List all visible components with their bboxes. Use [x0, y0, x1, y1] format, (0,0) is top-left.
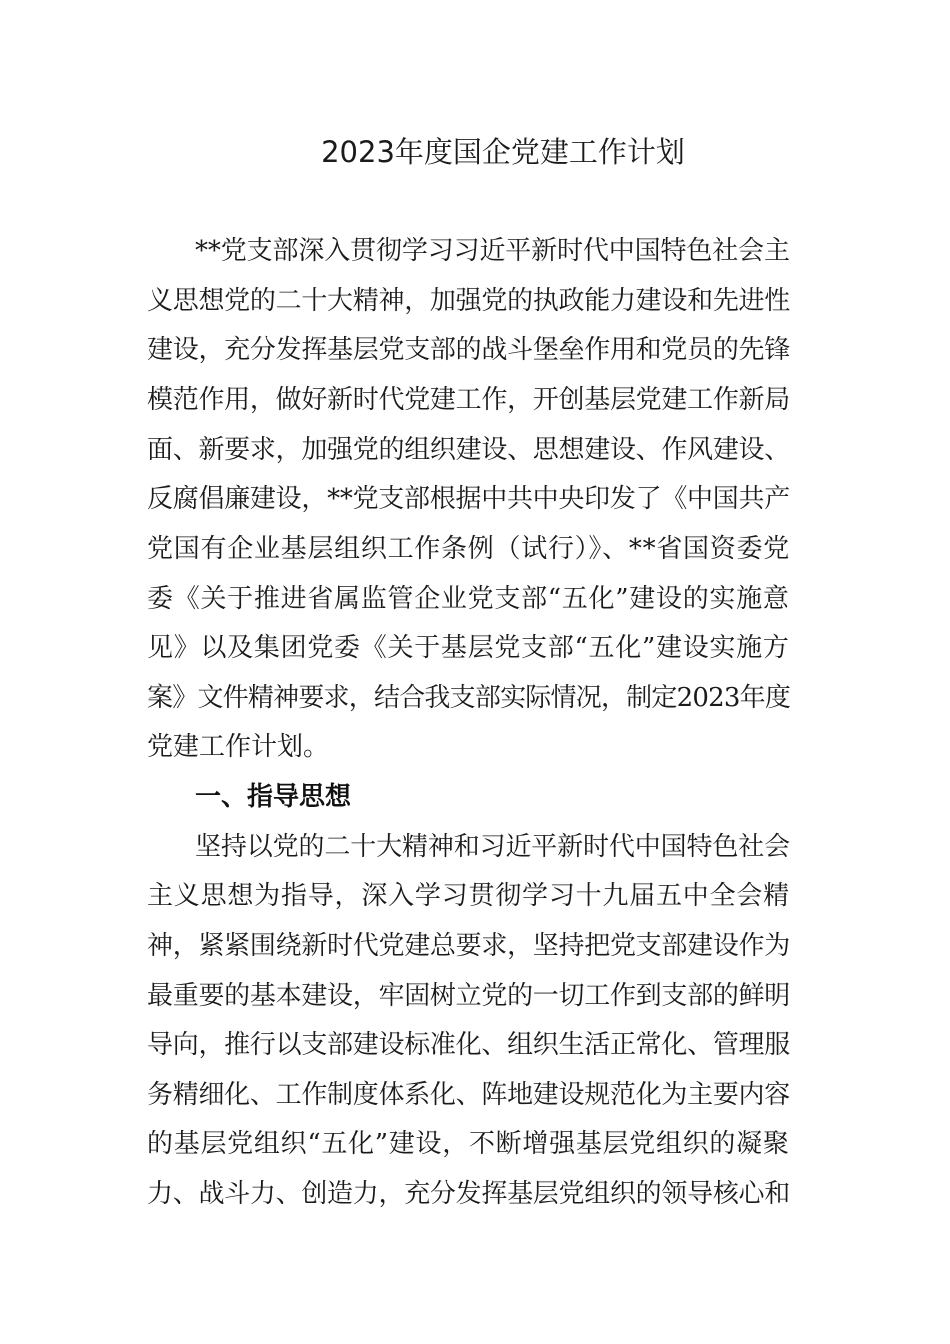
- paragraph-line: 的基层党组织“五化”建设，不断增强基层党组织的凝聚: [147, 1129, 790, 1159]
- paragraph-line: 案》文件精神要求，结合我支部实际情况，制定2023年度: [147, 683, 791, 713]
- paragraph-line: 神，紧紧围绕新时代党建总要求，坚持把党支部建设作为: [147, 931, 791, 961]
- paragraph-line: 党建工作计划。: [147, 732, 330, 762]
- paragraph-line: 面、新要求，加强党的组织建设、思想建设、作风建设、: [147, 435, 791, 465]
- paragraph-line: 反腐倡廉建设，**党支部根据中共中央印发了《中国共产: [147, 484, 790, 514]
- paragraph-line: 党国有企业基层组织工作条例（试行）》、**省国资委党: [147, 534, 790, 564]
- paragraph-line: 力、战斗力、创造力，充分发挥基层党组织的领导核心和: [147, 1179, 791, 1209]
- paragraph-line: 见》以及集团党委《关于基层党支部“五化”建设实施方: [147, 633, 790, 663]
- paragraph-line: 主义思想为指导，深入学习贯彻学习十九届五中全会精: [147, 881, 790, 911]
- paragraph-line: 导向，推行以支部建设标准化、组织生活正常化、管理服: [147, 1030, 791, 1060]
- paragraph-line: 务精细化、工作制度体系化、阵地建设规范化为主要内容: [147, 1080, 791, 1110]
- paragraph-line: 最重要的基本建设，牢固树立党的一切工作到支部的鲜明: [147, 981, 791, 1011]
- document-title: 2023年度国企党建工作计划: [321, 135, 685, 169]
- paragraph-line: 委《关于推进省属监管企业党支部“五化”建设的实施意: [147, 584, 790, 614]
- paragraph-line: 义思想党的二十大精神，加强党的执政能力建设和先进性: [147, 286, 791, 316]
- paragraph-line: 建设，充分发挥基层党支部的战斗堡垒作用和党员的先锋: [147, 335, 791, 365]
- section-heading: 一、指导思想: [195, 782, 352, 812]
- paragraph-line: 模范作用，做好新时代党建工作，开创基层党建工作新局: [147, 385, 791, 415]
- paragraph-line: 坚持以党的二十大精神和习近平新时代中国特色社会: [195, 832, 791, 862]
- paragraph-line: **党支部深入贯彻学习习近平新时代中国特色社会主: [195, 236, 790, 266]
